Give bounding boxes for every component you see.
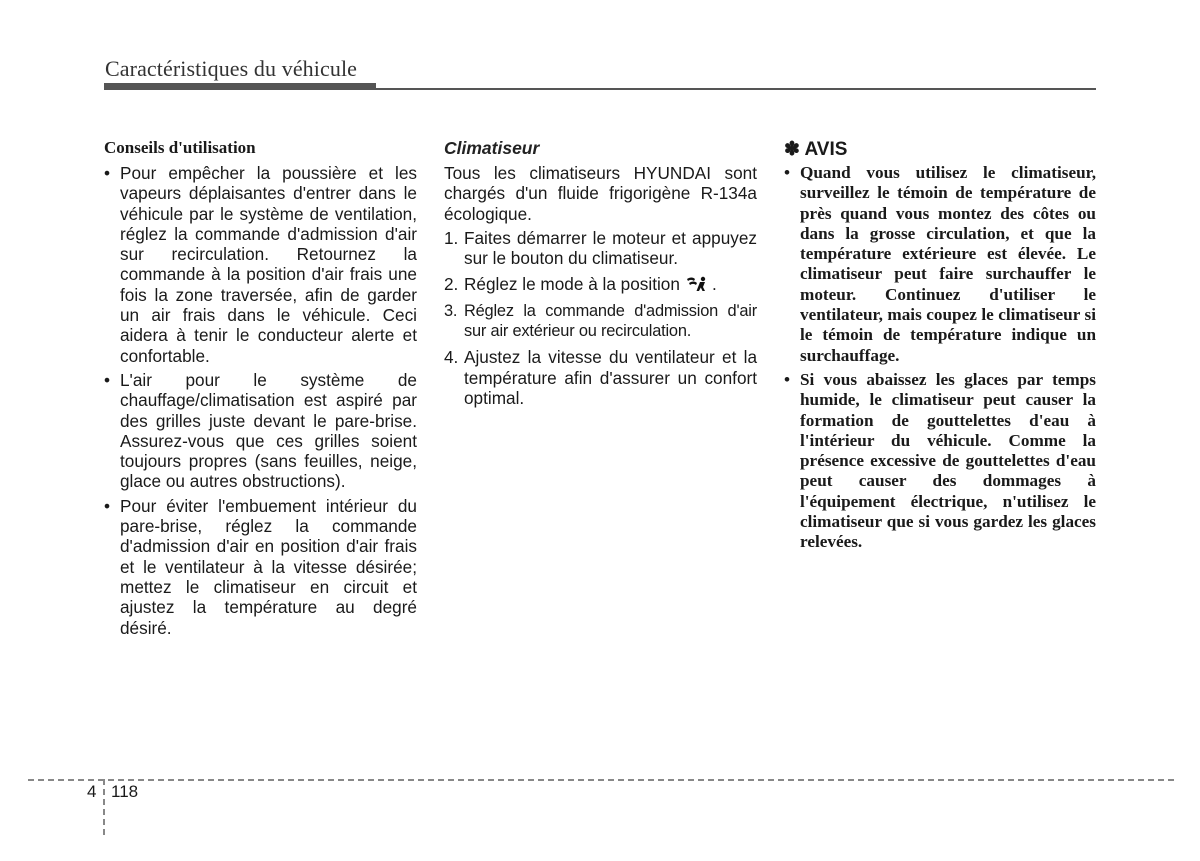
step-item — [444, 228, 757, 269]
air-conditioner-heading: Climatiseur — [444, 138, 540, 158]
step-number: 3. — [444, 301, 458, 320]
footer-dashed-divider — [103, 779, 105, 835]
usage-tips-list — [104, 163, 417, 638]
page-number: 118 — [111, 782, 139, 801]
bullet-mark: • — [104, 369, 111, 390]
list-item — [104, 496, 417, 638]
header-rule-thin — [376, 88, 1096, 90]
step-text: Ajustez la vitesse du ventilateur et la température afin d'assurer un confort optimal. — [464, 347, 757, 408]
notice-heading — [784, 138, 1096, 161]
notice-heading-text: AVIS — [804, 139, 848, 160]
list-item-text: Pour empêcher la poussière et les vapeurs déplaisantes d'entrer dans le véhicule par le système de ventilation, réglez la commande d'admission d'air sur recirculation. Retournez la commande à la position d'air frais une fois la zone traversée, afin de garder un air frais dans le véhicule. Ceci aidera à tenir le conducteur alerte et confortable. — [120, 163, 417, 366]
step-item — [444, 301, 757, 342]
step-suffix: . — [711, 274, 717, 295]
step-item — [444, 274, 757, 294]
usage-tips-heading: Conseils d'utilisation — [104, 138, 256, 157]
step-text: Faites démarrer le moteur et appuyez sur le bouton du climatiseur. — [464, 227, 757, 269]
list-item-text: Si vous abaissez les glaces par temps humide, le climatiseur peut causer la formation de gouttelettes d'eau à l'intérieur du véhicule. Comme la présence excessive de gouttelettes d'eau peut causer des dommages à l'équipement électrique, n'utilisez le climatiseur que si vous gardez les glaces relevées. — [800, 369, 1096, 552]
header-rule-thick — [104, 83, 376, 90]
step-number: 2. — [444, 274, 459, 295]
step-number: 1. — [444, 227, 459, 248]
list-item — [784, 370, 1096, 553]
list-item-text: Pour éviter l'embuement intérieur du pare-brise, réglez la commande d'admission d'air en position d'air frais et le ventilateur à la vitesse désirée; mettez le climatiseur en circuit et ajustez la température au degré désiré. — [120, 495, 417, 638]
notice-list — [784, 163, 1096, 553]
step-text: Réglez le mode à la position — [464, 274, 680, 295]
list-item-text: L'air pour le système de chauffage/climatisation est aspiré par des grilles juste devant le pare-brise. Assurez-vous que ces grilles soient toujours propres (sans feuilles, neige, glace ou autres obstructions). — [120, 369, 417, 492]
step-number: 4. — [444, 347, 459, 368]
air-conditioner-steps — [444, 228, 757, 408]
air-conditioner-column — [444, 138, 757, 414]
list-item-text: Quand vous utilisez le climatiseur, surveillez le témoin de température de près quand vous montez des côtes ou dans la grosse circulation, et que la température extérieure est élevée. Le climatiseur peut faire surchauffer le moteur. Continuez d'utiliser le ventilateur, mais coupez le climatiseur si le témoin de température indique un surchauffage. — [800, 163, 1096, 365]
footer-dashed-line — [28, 779, 1174, 781]
bullet-mark: • — [104, 163, 111, 183]
list-item — [104, 370, 417, 492]
notice-symbol: ✽ — [784, 139, 800, 160]
usage-tips-column — [104, 138, 417, 642]
list-item — [784, 163, 1096, 366]
chapter-number: 4 — [87, 782, 97, 801]
step-text: Réglez la commande d'admission d'air sur air extérieur ou recirculation. — [464, 301, 757, 341]
bullet-mark: • — [104, 495, 111, 516]
air-conditioner-intro: Tous les climatiseurs HYUNDAI sont chargés d'un fluide frigorigène R-134a écologique. — [444, 163, 757, 224]
bullet-mark: • — [784, 163, 791, 182]
bullet-mark: • — [784, 369, 791, 389]
list-item — [104, 163, 417, 366]
page-header-title: Caractéristiques du véhicule — [105, 56, 358, 81]
step-item — [444, 347, 757, 408]
notice-column — [784, 138, 1096, 557]
vent-mode-icon — [686, 276, 708, 292]
